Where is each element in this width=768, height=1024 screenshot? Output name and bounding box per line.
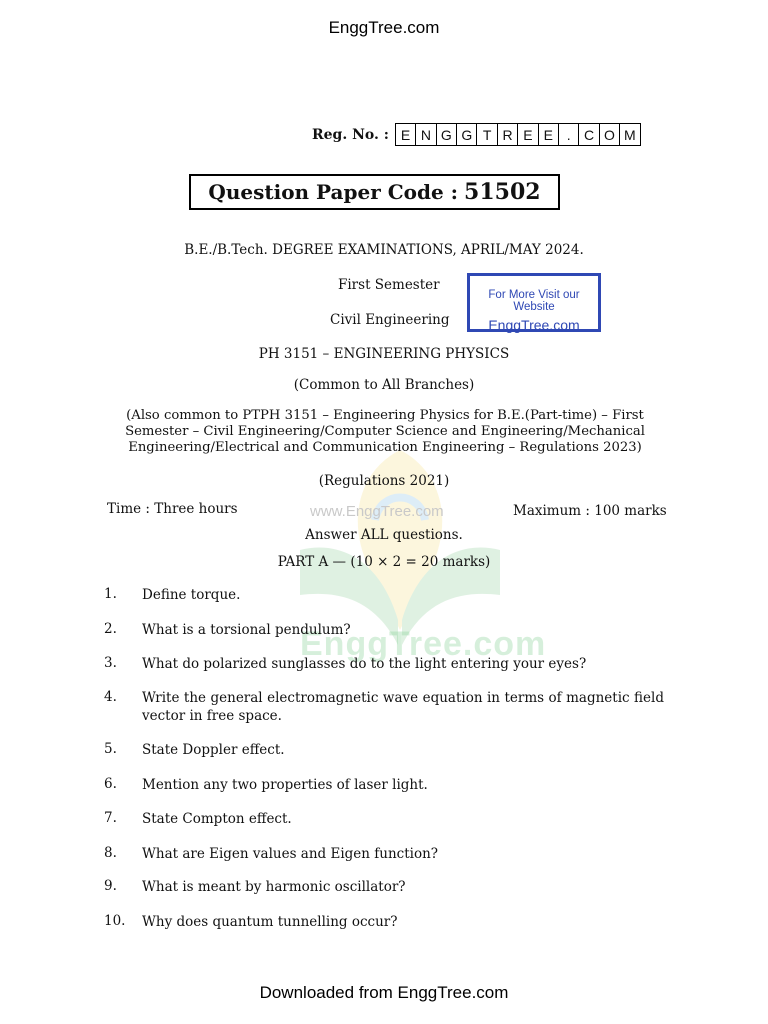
time-allowed: Time : Three hours	[107, 501, 238, 517]
qp-code-label: Question Paper Code :	[208, 180, 459, 204]
exam-branch: Civil Engineering	[330, 312, 450, 328]
reg-no-char: .	[559, 124, 579, 145]
question-text: What is a torsional pendulum?	[142, 622, 351, 638]
reg-no-boxes	[395, 123, 641, 146]
question-number: 10.	[104, 913, 126, 929]
question-paper-code	[189, 174, 560, 210]
question-text: What is meant by harmonic oscillator?	[142, 879, 406, 895]
reg-no-char: G	[437, 124, 457, 145]
question-number: 3.	[104, 655, 117, 671]
question-number: 6.	[104, 776, 117, 792]
reg-no-char: T	[477, 124, 497, 145]
question-text: State Compton effect.	[142, 811, 292, 827]
site-header: EnggTree.com	[328, 18, 440, 37]
question-text: Why does quantum tunnelling occur?	[142, 914, 398, 930]
question-number: 5.	[104, 741, 117, 757]
common-branches: (Common to All Branches)	[293, 377, 475, 393]
reg-no-char: G	[457, 124, 477, 145]
watermark-text: EnggTree.com	[300, 625, 547, 663]
reg-no-char: E	[539, 124, 559, 145]
question-text: State Doppler effect.	[142, 742, 285, 758]
question-number: 9.	[104, 878, 117, 894]
question-text: What are Eigen values and Eigen function?	[142, 846, 439, 862]
reg-no-char: N	[416, 124, 436, 145]
watermark-url: www.EnggTree.com	[310, 503, 444, 520]
question-number: 4.	[104, 689, 117, 705]
reg-no-char: E	[396, 124, 416, 145]
ad-line-1: For More Visit our Website	[488, 289, 580, 313]
max-marks: Maximum : 100 marks	[513, 503, 667, 519]
question-text: Write the general electromagnetic wave equation in terms of magnetic field vector in free space.	[142, 690, 664, 724]
subject-title: PH 3151 – ENGINEERING PHYSICS	[258, 346, 510, 362]
reg-no-char: E	[518, 124, 538, 145]
website-ad-box[interactable]	[467, 273, 601, 332]
question-number: 1.	[104, 586, 117, 602]
download-footer: Downloaded from EnggTree.com	[259, 983, 509, 1002]
also-common-note: (Also common to PTPH 3151 – Engineering Physics for B.E.(Part-time) – First Semester – Civil Engineering/Computer Science and Engineering/Mechanical Engineering/Electrical and Communication Engineering – Regulations 2023)	[125, 408, 645, 455]
reg-no-char: R	[498, 124, 518, 145]
reg-no-label: Reg. No. :	[312, 126, 389, 143]
question-number: 2.	[104, 621, 117, 637]
qp-code-value: 51502	[464, 179, 541, 205]
part-a-heading: PART A — (10 × 2 = 20 marks)	[277, 554, 491, 570]
reg-no-char: O	[600, 124, 620, 145]
reg-no-char: M	[624, 126, 636, 143]
instruction: Answer ALL questions.	[305, 527, 463, 543]
regulations: (Regulations 2021)	[318, 473, 450, 489]
ad-line-2: EnggTree.com	[488, 317, 580, 333]
question-text: Mention any two properties of laser light.	[142, 777, 428, 793]
question-text: What do polarized sunglasses do to the light entering your eyes?	[142, 656, 587, 672]
question-number: 8.	[104, 845, 117, 861]
exam-semester: First Semester	[338, 277, 440, 293]
exam-degree: B.E./B.Tech. DEGREE EXAMINATIONS, APRIL/MAY 2024.	[184, 242, 584, 258]
question-number: 7.	[104, 810, 117, 826]
reg-no	[312, 123, 641, 146]
question-text: Define torque.	[142, 587, 241, 603]
reg-no-char: C	[579, 124, 599, 145]
